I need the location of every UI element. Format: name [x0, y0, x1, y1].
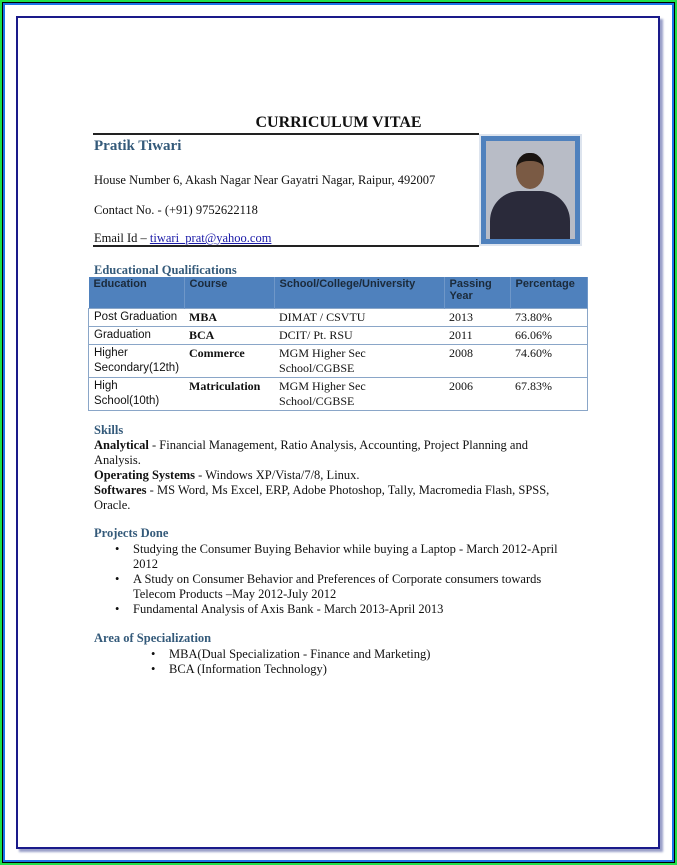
table-cell: BCA — [184, 326, 274, 344]
table-cell: 2011 — [444, 326, 510, 344]
profile-photo — [479, 134, 582, 246]
table-cell: Commerce — [184, 344, 274, 377]
skill-label: Operating Systems — [94, 468, 196, 482]
projects-heading: Projects Done — [94, 526, 169, 540]
table-cell: 74.60% — [510, 344, 587, 377]
projects-list — [115, 542, 585, 617]
table-cell: Post Graduation — [89, 308, 185, 326]
list-item: • Studying the Consumer Buying Behavior while buying a Laptop - March 2012-April 2012 — [115, 542, 585, 572]
table-cell: 73.80% — [510, 308, 587, 326]
skill-text: - MS Word, Ms Excel, ERP, Adobe Photoshop, Tally, Macromedia Flash, SPSS, Oracle. — [94, 483, 550, 512]
email-label: Email Id – — [94, 231, 150, 245]
table-cell: MGM Higher Sec School/CGBSE — [274, 377, 444, 410]
contact-header — [93, 133, 479, 247]
skills-heading: Skills — [94, 423, 124, 437]
table-cell: 66.06% — [510, 326, 587, 344]
list-item: • Fundamental Analysis of Axis Bank - March 2013-April 2013 — [115, 602, 585, 617]
table-cell: MGM Higher Sec School/CGBSE — [274, 344, 444, 377]
list-item: • BCA (Information Technology) — [151, 662, 571, 677]
contact-number: Contact No. - (+91) 9752622118 — [94, 203, 258, 217]
table-cell: Graduation — [89, 326, 185, 344]
table-cell: 2006 — [444, 377, 510, 410]
table-row — [89, 308, 588, 326]
skill-item — [94, 468, 574, 483]
skill-label: Analytical — [94, 438, 149, 452]
column-header: School/College/University — [274, 277, 444, 308]
list-item: • MBA(Dual Specialization - Finance and Marketing) — [151, 647, 571, 662]
table-cell: 2008 — [444, 344, 510, 377]
table-cell: High School(10th) — [89, 377, 185, 410]
table-cell: DCIT/ Pt. RSU — [274, 326, 444, 344]
document-title: CURRICULUM VITAE — [255, 114, 422, 131]
skill-item — [94, 438, 574, 468]
skills-list — [94, 438, 574, 513]
table-cell: MBA — [184, 308, 274, 326]
table-row — [89, 326, 588, 344]
column-header: Percentage — [510, 277, 587, 308]
specialization-list — [151, 647, 571, 677]
table-cell: Higher Secondary(12th) — [89, 344, 185, 377]
list-item: • A Study on Consumer Behavior and Preferences of Corporate consumers towards Telecom Products –May 2012-July 2012 — [115, 572, 585, 602]
column-header: Passing Year — [444, 277, 510, 308]
skill-item — [94, 483, 574, 513]
skill-label: Softwares — [94, 483, 147, 497]
column-header: Course — [184, 277, 274, 308]
education-heading: Educational Qualifications — [94, 263, 237, 277]
email-line — [94, 231, 271, 246]
skill-text: - Financial Management, Ratio Analysis, Accounting, Project Planning and Analysis. — [94, 438, 528, 467]
table-row — [89, 344, 588, 377]
specialization-heading: Area of Specialization — [94, 631, 212, 645]
education-table — [88, 277, 588, 411]
table-cell: DIMAT / CSVTU — [274, 308, 444, 326]
address: House Number 6, Akash Nagar Near Gayatri Nagar, Raipur, 492007 — [94, 173, 436, 187]
column-header: Education — [89, 277, 185, 308]
skill-text: - Windows XP/Vista/7/8, Linux. — [195, 468, 360, 482]
table-cell: Matriculation — [184, 377, 274, 410]
table-cell: 2013 — [444, 308, 510, 326]
table-cell: 67.83% — [510, 377, 587, 410]
table-row — [89, 377, 588, 410]
email-link[interactable]: tiwari_prat@yahoo.com — [149, 231, 272, 245]
candidate-name: Pratik Tiwari — [94, 138, 182, 154]
